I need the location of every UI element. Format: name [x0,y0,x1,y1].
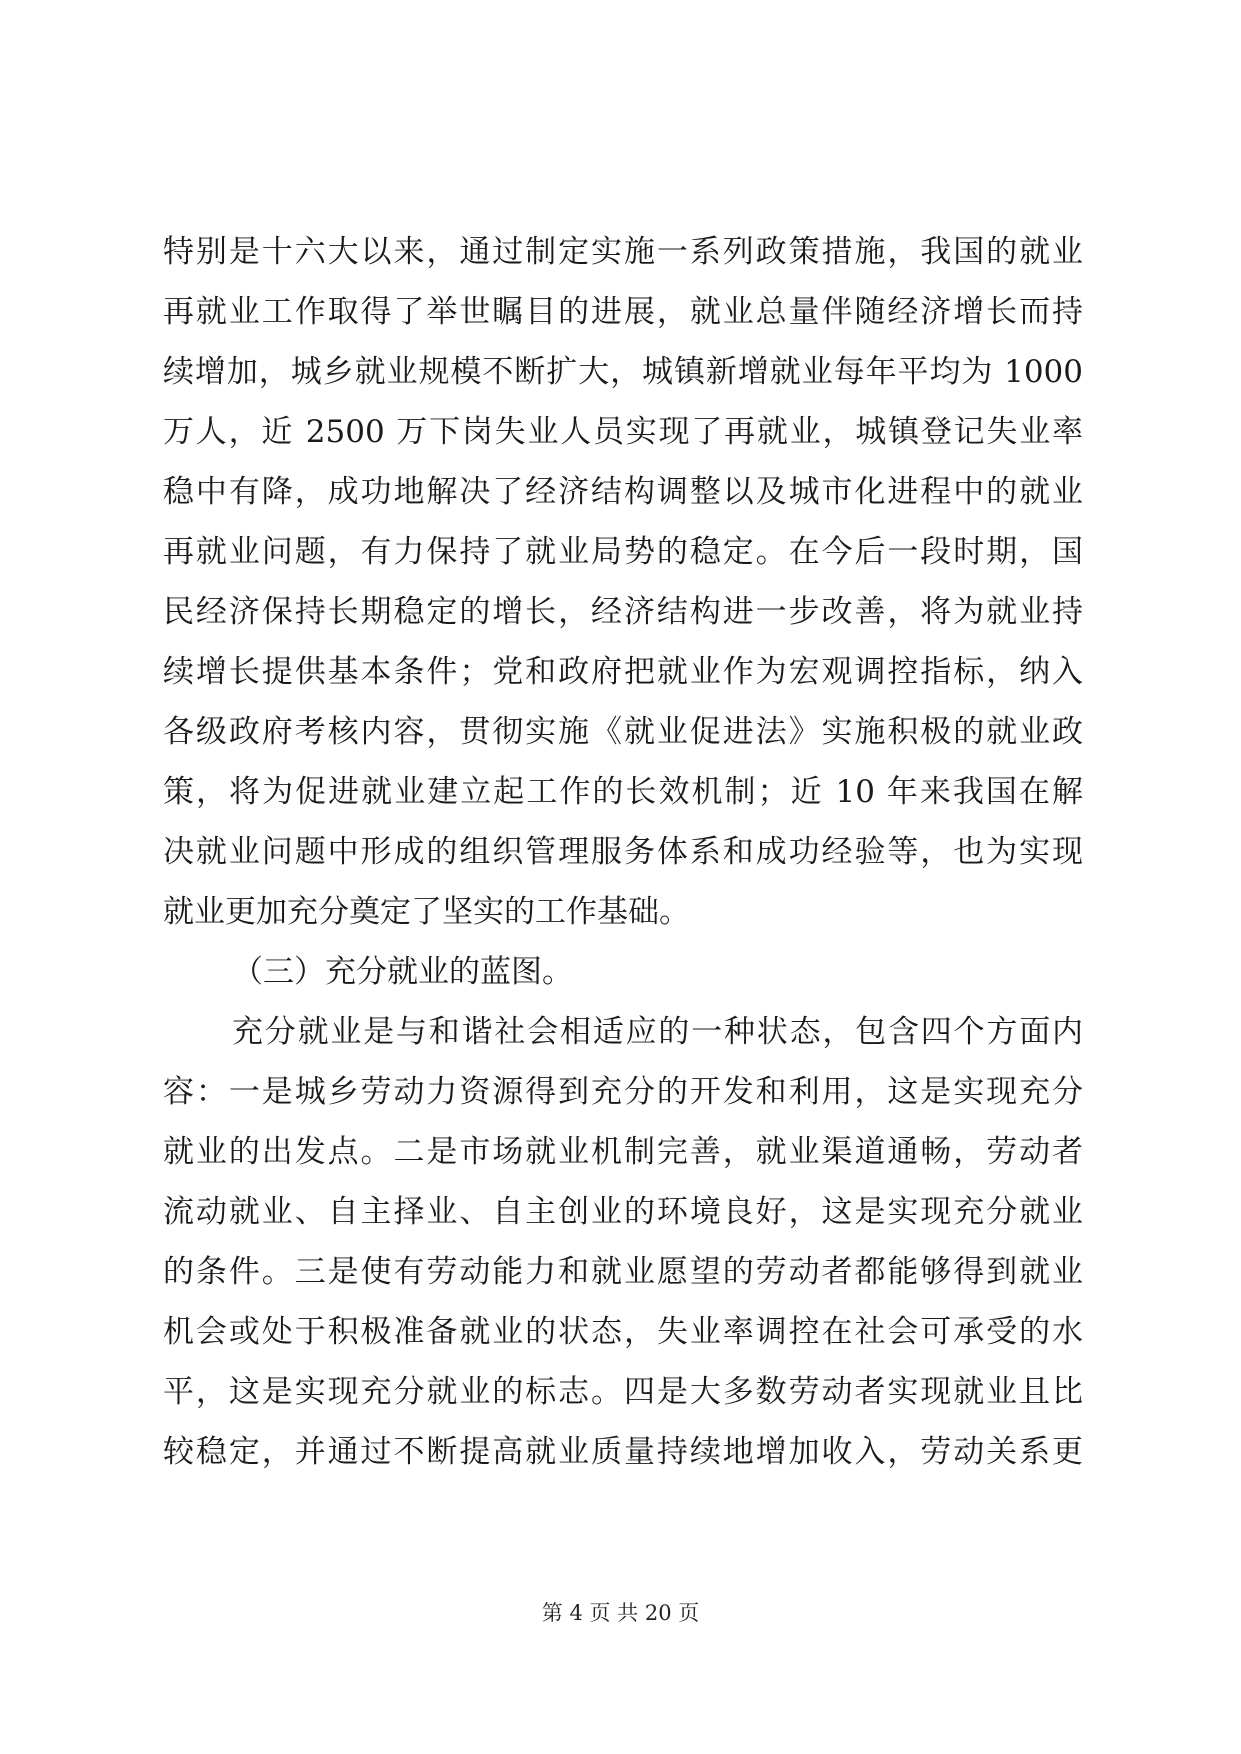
text-line: 决就业问题中形成的组织管理服务体系和成功经验等，也为实现 [163,834,1083,870]
text-line: 就业的出发点。二是市场就业机制完善，就业渠道通畅，劳动者 [163,1134,1083,1170]
text-line: 各级政府考核内容，贯彻实施《就业促进法》实施积极的就业政 [163,714,1083,750]
text-line: 民经济保持长期稳定的增长，经济结构进一步改善，将为就业持 [163,594,1083,630]
text-line: 较稳定，并通过不断提高就业质量持续地增加收入，劳动关系更 [163,1434,1083,1470]
text-line: 容：一是城乡劳动力资源得到充分的开发和利用，这是实现充分 [163,1074,1083,1110]
body-text [163,222,1083,1482]
text-line: 机会或处于积极准备就业的状态，失业率调控在社会可承受的水 [163,1314,1083,1350]
section-heading: （三）充分就业的蓝图。 [232,954,573,990]
text-line: 就业更加充分奠定了坚实的工作基础。 [163,894,690,930]
text-line: 充分就业是与和谐社会相适应的一种状态，包含四个方面内 [232,1014,1083,1050]
page-number-footer: 第 4 页 共 20 页 [541,1601,700,1625]
text-line: 策，将为促进就业建立起工作的长效机制；近 10 年来我国在解 [163,774,1083,810]
text-line: 流动就业、自主择业、自主创业的环境良好，这是实现充分就业 [163,1194,1083,1230]
text-line: 万人，近 2500 万下岗失业人员实现了再就业，城镇登记失业率 [163,414,1083,450]
text-line: 的条件。三是使有劳动能力和就业愿望的劳动者都能够得到就业 [163,1254,1083,1290]
text-line: 再就业问题，有力保持了就业局势的稳定。在今后一段时期，国 [163,534,1083,570]
text-line: 平，这是实现充分就业的标志。四是大多数劳动者实现就业且比 [163,1374,1083,1410]
text-line: 再就业工作取得了举世瞩目的进展，就业总量伴随经济增长而持 [163,294,1083,330]
text-line: 特别是十六大以来，通过制定实施一系列政策措施，我国的就业 [163,234,1083,270]
text-line: 续增长提供基本条件；党和政府把就业作为宏观调控指标，纳入 [163,654,1083,690]
text-line: 稳中有降，成功地解决了经济结构调整以及城市化进程中的就业 [163,474,1083,510]
text-line: 续增加，城乡就业规模不断扩大，城镇新增就业每年平均为 1000 [163,354,1083,390]
